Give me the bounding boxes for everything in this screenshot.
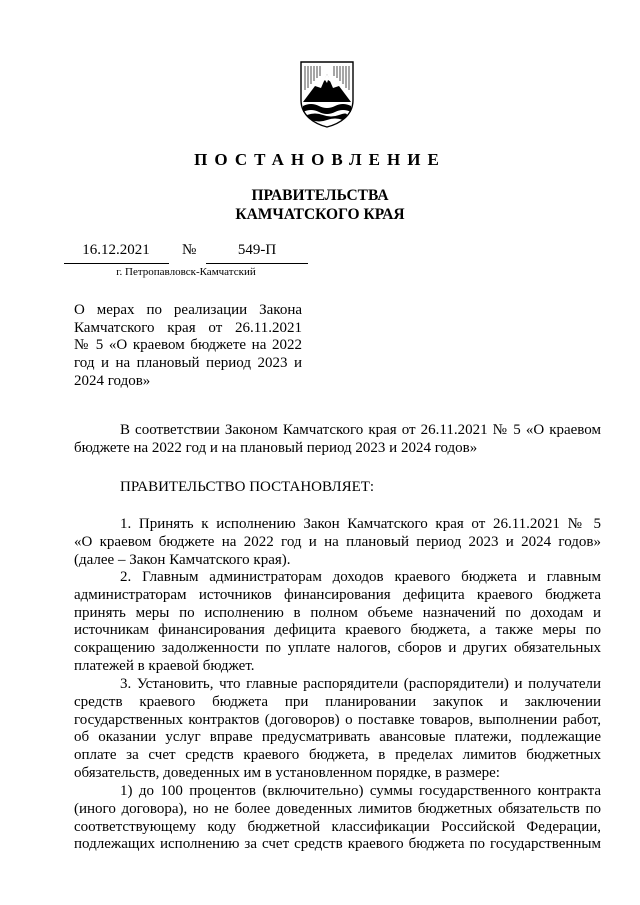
text-line: В соответствии Законом Камчатского края от 26.11.2021 № 5 «О краевом (120, 422, 601, 438)
document-date: 16.12.2021 (82, 242, 150, 258)
text-line: (далее – Закон Камчатского края). (74, 551, 291, 568)
city-label: г. Петропавловск-Камчатский (116, 266, 256, 278)
preamble-paragraph (74, 422, 601, 458)
text-line: платежей в краевой бюджет. (74, 657, 255, 674)
text-line: подлежащих исполнению за счет средств краевого бюджета по государственным (74, 836, 601, 853)
number-sign: № (182, 242, 197, 258)
issuer-line-1: ПРАВИТЕЛЬСТВА (251, 187, 389, 204)
text-line: (иного договора), но не более доведенных лимитов бюджетных обязательств по (74, 800, 601, 817)
text-line: бюджете на 2022 год и на плановый период 2023 и 2024 годов» (74, 439, 478, 456)
text-line: 1) до 100 процентов (включительно) суммы государственного контракта (120, 783, 601, 799)
title-line: год и на плановый период 2023 и (74, 355, 302, 372)
title-line: О мерах по реализации Закона (74, 302, 302, 318)
document-type-heading: ПОСТАНОВЛЕНИЕ (194, 150, 446, 169)
document-number: 549-П (237, 242, 277, 258)
text-line: 1. Принять к исполнению Закон Камчатского края от 26.11.2021 № 5 (120, 516, 601, 532)
text-line: государственных контрактов (договоров) о поставке товаров, выполнении работ, (74, 711, 601, 728)
text-line: средств краевого бюджета при планировании закупок и заключении (74, 693, 601, 710)
document-title (74, 302, 302, 391)
text-line: принять меры по исполнению в полном объеме назначений по доходам и (74, 604, 601, 621)
title-line: № 5 «О краевом бюджете на 2022 (74, 337, 302, 354)
text-line: сокращению задолженности по уплате налогов, сборов и других обязательных (74, 640, 601, 657)
text-line: 2. Главным администраторам доходов краевого бюджета и главным (120, 569, 601, 585)
item-1-paragraph (74, 516, 601, 569)
text-line: источникам финансирования дефицита краевого бюджета, а также меры по (74, 622, 601, 639)
text-line: оплате за счет средств краевого бюджета, в пределах лимитов бюджетных (74, 747, 601, 764)
issuer-heading (0, 186, 640, 224)
text-line: 3. Установить, что главные распорядители (распорядители) и получатели (120, 676, 601, 692)
text-line: «О краевом бюджете на 2022 год и на плановый период 2023 и 2024 годов» (74, 533, 601, 550)
number-underline (206, 263, 308, 264)
item-3-1-paragraph (74, 783, 601, 854)
item-2-paragraph (74, 569, 601, 676)
decree-statement: ПРАВИТЕЛЬСТВО ПОСТАНОВЛЯЕТ: (120, 479, 375, 495)
title-line: 2024 годов» (74, 372, 151, 389)
item-3-paragraph (74, 676, 601, 783)
date-underline (64, 263, 169, 264)
issuer-line-2: КАМЧАТСКОГО КРАЯ (235, 206, 405, 223)
title-line: Камчатского края от 26.11.2021 (74, 319, 302, 336)
text-line: обязательств, доведенных им в установленном порядке, в размере: (74, 764, 500, 781)
text-line: соответствующему коду бюджетной классификации Российской Федерации, (74, 818, 601, 835)
text-line: об оказании услуг вправе предусматривать авансовые платежи, подлежащие (74, 729, 601, 746)
kamchatka-coat-of-arms-emblem (297, 60, 357, 128)
text-line: администраторам источников финансирования дефицита краевого бюджета (74, 586, 601, 603)
